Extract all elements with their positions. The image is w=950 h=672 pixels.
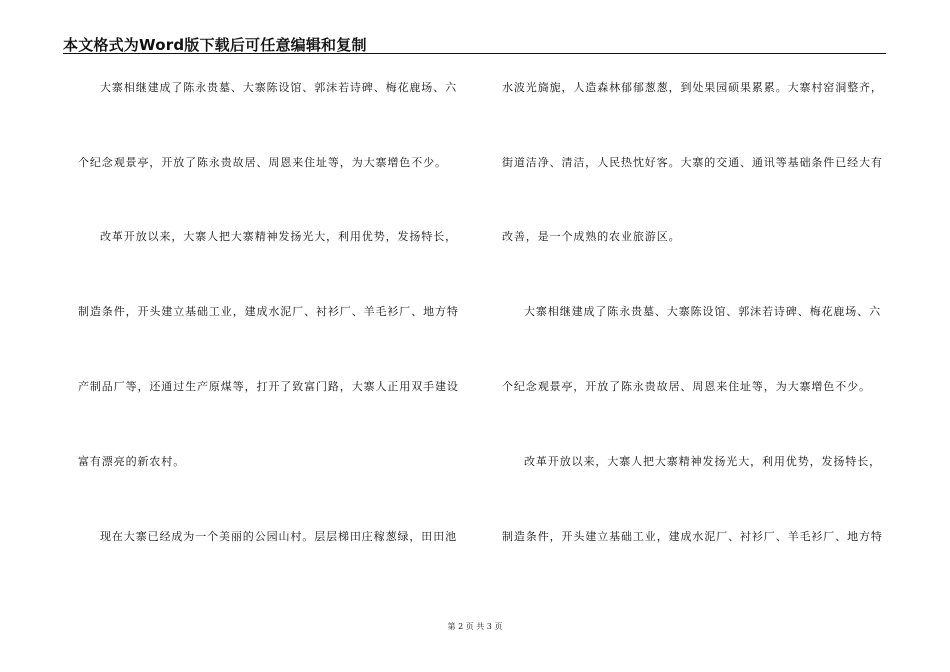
- text-line: 富有漂亮的新农村。: [78, 455, 186, 468]
- page-number: 第 2 页 共 3 页: [447, 622, 503, 631]
- text-line: 制造条件，开头建立基础工业，建成水泥厂、衬衫厂、羊毛衫厂、地方特: [502, 530, 883, 543]
- header-divider: [63, 53, 886, 54]
- text-line: 现在大寨已经成为一个美丽的公园山村。层层梯田庄稼葱绿，田田池: [100, 530, 457, 543]
- text-line: 产制品厂等，还通过生产原煤等，打开了致富门路，大寨人正用双手建设: [78, 380, 459, 393]
- text-line: 改善，是一个成熟的农业旅游区。: [502, 230, 681, 243]
- text-line: 个纪念观景亭，开放了陈永贵故居、周恩来住址等，为大寨增色不少。: [502, 380, 871, 393]
- text-line: 制造条件，开头建立基础工业，建成水泥厂、衬衫厂、羊毛衫厂、地方特: [78, 305, 459, 318]
- text-line: 个纪念观景亭，开放了陈永贵故居、周恩来住址等，为大寨增色不少。: [78, 156, 447, 169]
- document-header-title: 本文格式为Word版下载后可任意编辑和复制: [63, 36, 367, 54]
- text-line: 改革开放以来，大寨人把大寨精神发扬光大，利用优势，发扬特长，: [524, 455, 881, 468]
- text-line: 水波光旖旎，人造森林郁郁葱葱，到处果园硕果累累。大寨村窑洞整齐，: [502, 81, 883, 94]
- text-line: 大寨相继建成了陈永贵墓、大寨陈设馆、郭沫若诗碑、梅花鹿场、六: [524, 305, 881, 318]
- text-line: 街道洁净、清洁，人民热忱好客。大寨的交通、通讯等基础条件已经大有: [502, 156, 883, 169]
- text-line: 大寨相继建成了陈永贵墓、大寨陈设馆、郭沫若诗碑、梅花鹿场、六: [100, 81, 457, 94]
- text-line: 改革开放以来，大寨人把大寨精神发扬光大，利用优势，发扬特长，: [100, 230, 457, 243]
